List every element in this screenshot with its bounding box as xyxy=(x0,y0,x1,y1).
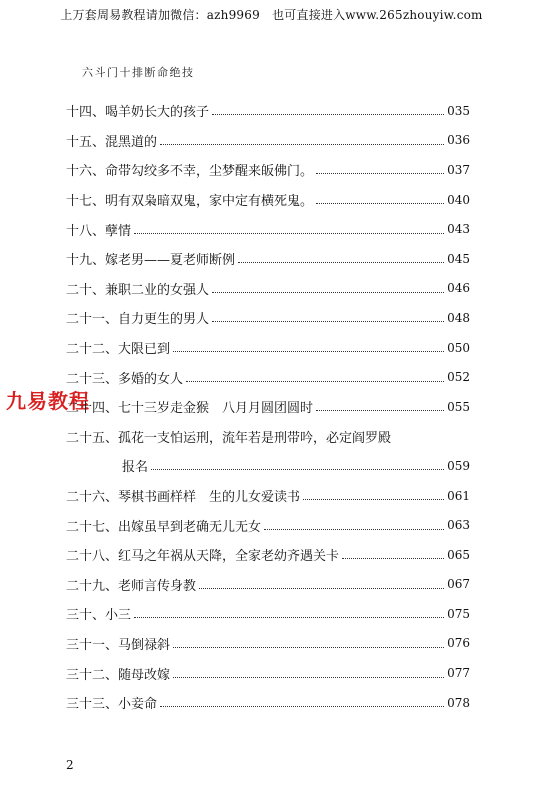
toc-entry xyxy=(66,96,470,126)
toc-entry-page: 037 xyxy=(447,162,470,177)
toc-entry xyxy=(66,688,470,718)
toc-entry-title: 三十一、马倒禄斜 xyxy=(66,637,171,653)
toc-entry xyxy=(66,274,470,304)
toc-leader-dots xyxy=(151,469,444,470)
toc-entry-page: 059 xyxy=(447,458,470,473)
toc-entry-page: 065 xyxy=(447,547,470,562)
toc-leader-dots xyxy=(316,410,444,411)
toc-leader-dots xyxy=(160,144,444,145)
toc-entry xyxy=(66,570,470,600)
toc-entry-page: 040 xyxy=(447,192,470,207)
toc-leader-dots xyxy=(160,706,444,707)
toc-entry-page: 050 xyxy=(447,340,470,355)
toc-entry xyxy=(66,126,470,156)
toc-entry-title: 二十七、出嫁虽早到老确无儿无女 xyxy=(66,519,262,535)
toc-leader-dots xyxy=(303,499,444,500)
toc-entry-title: 十六、命带勾绞多不幸，尘梦醒来皈佛门。 xyxy=(66,164,314,180)
toc-entry-page: 067 xyxy=(447,577,470,592)
table-of-contents xyxy=(66,96,470,717)
toc-leader-dots xyxy=(342,558,444,559)
toc-entry-page: 055 xyxy=(447,399,470,414)
toc-entry xyxy=(66,214,470,244)
toc-leader-dots xyxy=(238,262,444,263)
toc-entry-title: 十七、明有双枭暗双鬼，家中定有横死鬼。 xyxy=(66,194,314,210)
toc-leader-dots xyxy=(316,203,444,204)
toc-entry-title: 二十四、七十三岁走金猴 八月月圆团圆时 xyxy=(66,401,314,417)
toc-entry xyxy=(66,540,470,570)
running-header: 六斗门十排断命绝技 xyxy=(82,66,195,79)
toc-entry-title: 二十一、自力更生的男人 xyxy=(66,312,210,328)
toc-entry-title: 二十二、大限已到 xyxy=(66,342,171,358)
toc-entry-title: 二十三、多婚的女人 xyxy=(66,371,184,387)
toc-entry-page: 036 xyxy=(447,133,470,148)
promo-banner: 上万套周易教程请加微信：azh9969 也可直接进入www.265zhouyiw.com xyxy=(60,8,483,22)
toc-entry-title: 二十九、老师言传身教 xyxy=(66,578,197,594)
toc-entry-title: 十五、混黑道的 xyxy=(66,134,158,150)
toc-entry xyxy=(66,629,470,659)
toc-entry xyxy=(66,333,470,363)
toc-entry-page: 052 xyxy=(447,370,470,385)
toc-entry-title: 十九、嫁老男——夏老师断例 xyxy=(66,253,236,269)
page-number: 2 xyxy=(66,758,74,772)
toc-entry-page: 043 xyxy=(447,222,470,237)
toc-entry-title: 二十五、孤花一支怕运刑，流年若是刑带吟，必定阎罗殿 xyxy=(66,430,392,446)
toc-entry xyxy=(66,658,470,688)
toc-entry-page: 075 xyxy=(447,606,470,621)
toc-leader-dots xyxy=(212,292,444,293)
toc-leader-dots xyxy=(173,647,444,648)
toc-leader-dots xyxy=(212,321,444,322)
toc-entry xyxy=(66,481,470,511)
toc-leader-dots xyxy=(173,677,444,678)
toc-leader-dots xyxy=(212,114,444,115)
toc-entry-page: 046 xyxy=(447,281,470,296)
toc-leader-dots xyxy=(186,381,444,382)
toc-entry-title: 二十六、琴棋书画样样 生的儿女爱读书 xyxy=(66,490,301,506)
toc-leader-dots xyxy=(264,529,444,530)
toc-entry-title: 十八、孽情 xyxy=(66,223,132,239)
toc-entry xyxy=(66,392,470,422)
toc-entry-title: 三十、小三 xyxy=(66,608,132,624)
toc-entry xyxy=(66,244,470,274)
toc-entry-title: 三十二、随母改嫁 xyxy=(66,667,171,683)
toc-entry xyxy=(66,185,470,215)
toc-entry-page: 035 xyxy=(447,103,470,118)
toc-entry xyxy=(66,362,470,392)
toc-entry-page: 078 xyxy=(447,695,470,710)
toc-entry-title: 报名 xyxy=(122,460,149,476)
toc-entry-page: 077 xyxy=(447,666,470,681)
toc-entry-page: 061 xyxy=(447,488,470,503)
toc-entry-page: 048 xyxy=(447,310,470,325)
toc-leader-dots xyxy=(173,351,444,352)
toc-entry xyxy=(66,451,470,481)
watermark-logo: 九易教程 xyxy=(6,389,90,413)
toc-entry-page: 045 xyxy=(447,251,470,266)
toc-entry xyxy=(66,303,470,333)
toc-entry-page: 063 xyxy=(447,518,470,533)
toc-entry xyxy=(66,155,470,185)
toc-entry xyxy=(66,510,470,540)
toc-entry-title: 二十、兼职二业的女强人 xyxy=(66,282,210,298)
toc-entry xyxy=(66,422,470,452)
toc-leader-dots xyxy=(134,233,444,234)
toc-entry-title: 三十三、小妾命 xyxy=(66,697,158,713)
toc-entry-page: 076 xyxy=(447,636,470,651)
toc-leader-dots xyxy=(134,617,444,618)
toc-entry-title: 十四、喝羊奶长大的孩子 xyxy=(66,105,210,121)
toc-leader-dots xyxy=(199,588,444,589)
toc-entry-title: 二十八、红马之年祸从天降，全家老幼齐遇关卡 xyxy=(66,549,340,565)
toc-leader-dots xyxy=(316,173,444,174)
toc-entry xyxy=(66,599,470,629)
